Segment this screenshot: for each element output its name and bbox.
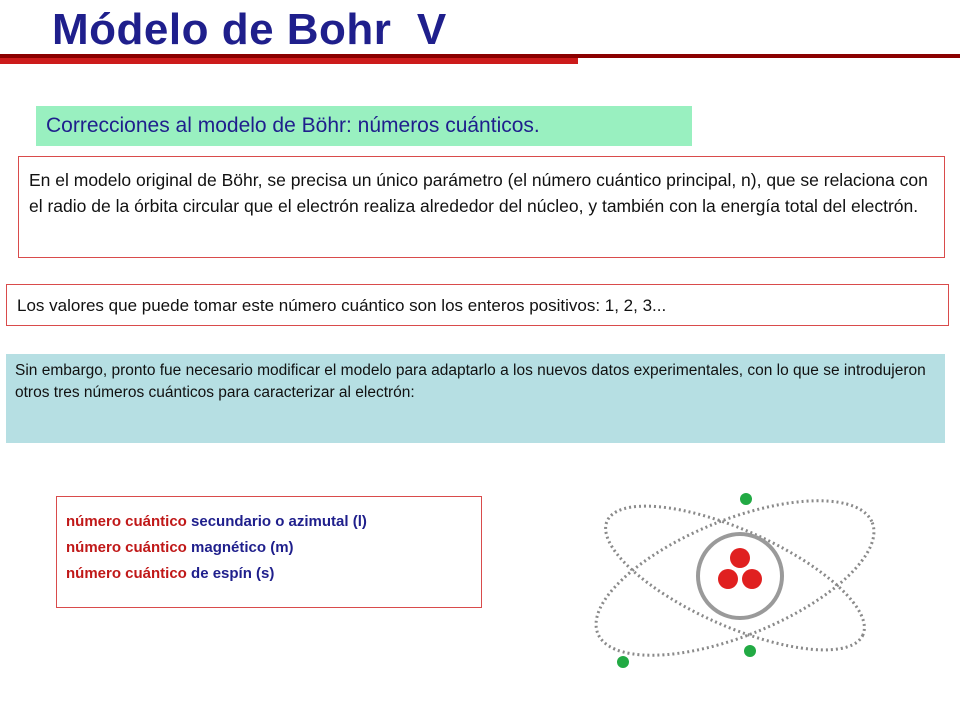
quantum-number-type: secundario o azimutal (l) [186,513,367,530]
quantum-number-prefix: número cuántico [66,513,187,530]
electron-icon [617,656,629,668]
electron-icon [740,493,752,505]
intro-text-box [18,156,945,258]
title-underline-accent [0,58,578,64]
quantum-number-type: de espín (s) [186,565,275,582]
note-text: Sin embargo, pronto fue necesario modificar el modelo para adaptarlo a los nuevos datos experimentales, con lo que se introdujeron otros tres números cuánticos para caracterizar al electrón: [15,362,926,401]
note-box [6,354,945,443]
proton-icon [730,548,750,568]
proton-icon [742,569,762,589]
section-heading: Correcciones al modelo de Böhr: números cuánticos. [36,106,692,146]
intro-text: En el modelo original de Böhr, se precisa un único parámetro (el número cuántico principal, n), que se relaciona con el radio de la órbita circular que el electrón realiza alrededor del núcleo, y también con la energía total del electrón. [29,170,928,216]
quantum-number-prefix: número cuántico [66,565,187,582]
list-item [66,561,473,587]
values-text: Los valores que puede tomar este número cuántico son los enteros positivos: 1, 2, 3... [17,296,667,315]
quantum-number-type: magnético (m) [186,539,294,556]
values-text-box [6,284,949,326]
electron-icon [744,645,756,657]
quantum-number-prefix: número cuántico [66,539,187,556]
page-title: Módelo de Bohr V [52,5,447,54]
bohr-atom-illustration [580,478,890,678]
inner-orbit [698,534,782,618]
quantum-numbers-list [56,496,482,608]
list-item [66,535,473,561]
list-item [66,509,473,535]
proton-icon [718,569,738,589]
